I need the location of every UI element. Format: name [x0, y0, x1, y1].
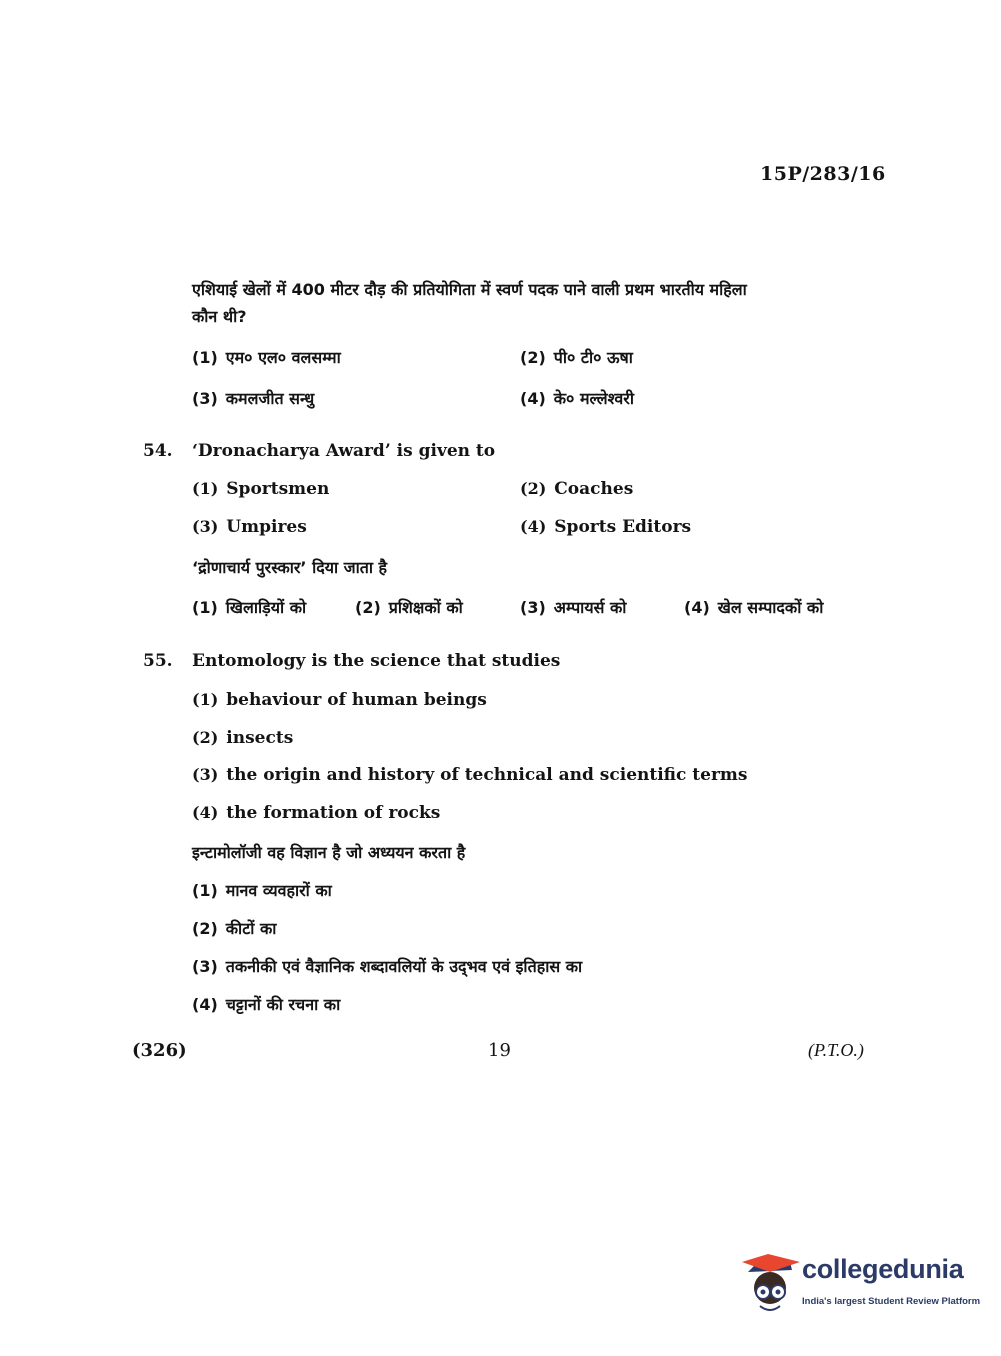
q54-option-1: (1) Sportsmen — [192, 479, 330, 499]
collegedunia-logo[interactable] — [740, 1248, 980, 1320]
q55-option-2: (2) insects — [192, 728, 294, 748]
q55-hindi-option-1: (1) मानव व्यवहारों का — [192, 881, 332, 900]
q53-hindi-line1: एशियाई खेलों में 400 मीटर दौड़ की प्रतियोगिता में स्वर्ण पदक पाने वाली प्रथम भारतीय महिला — [192, 280, 747, 299]
footer-pto: (P.T.O.) — [808, 1040, 864, 1060]
footer-left-code: (326) — [132, 1040, 187, 1061]
q53-option-3: (3) कमलजीत सन्धु — [192, 389, 315, 408]
q55-hindi-option-3: (3) तकनीकी एवं वैज्ञानिक शब्दावलियों के उद्‌भव एवं इतिहास का — [192, 957, 583, 976]
q54-question: ‘Dronacharya Award’ is given to — [192, 441, 496, 461]
q55-hindi-option-4: (4) चट्टानों की रचना का — [192, 995, 341, 1014]
q55-hindi-question: इन्टामोलॉजी वह विज्ञान है जो अध्ययन करता है — [192, 843, 466, 862]
q55-hindi-option-2: (2) कीटों का — [192, 919, 277, 938]
q55-option-1: (1) behaviour of human beings — [192, 690, 487, 710]
q55-question: Entomology is the science that studies — [192, 651, 561, 671]
q53-option-2: (2) पी० टी० ऊषा — [520, 348, 633, 367]
q53-hindi-line2: कौन थी? — [192, 307, 247, 326]
logo-wordmark: collegedunia — [802, 1254, 964, 1284]
q54-hindi-option-2: (2) प्रशिक्षकों को — [355, 598, 463, 617]
q53-option-4: (4) के० मल्लेश्वरी — [520, 389, 634, 408]
q54-option-3: (3) Umpires — [192, 517, 307, 537]
q53-option-1: (1) एम० एल० वलसम्मा — [192, 348, 341, 367]
q55-option-4: (4) the formation of rocks — [192, 803, 441, 823]
q54-number: 54. — [143, 441, 173, 461]
page-number: 19 — [488, 1040, 511, 1061]
q54-option-4: (4) Sports Editors — [520, 517, 692, 537]
paper-code: 15P/283/16 — [760, 163, 886, 185]
logo-tagline: India's largest Student Review Platform — [802, 1296, 981, 1307]
q54-hindi-option-4: (4) खेल सम्पादकों को — [684, 598, 824, 617]
q55-number: 55. — [143, 651, 173, 671]
q55-option-3: (3) the origin and history of technical and scientific terms — [192, 765, 748, 785]
q54-hindi-question: ‘द्रोणाचार्य पुरस्कार’ दिया जाता है — [192, 558, 388, 577]
q54-option-2: (2) Coaches — [520, 479, 634, 499]
mascot-icon — [740, 1248, 800, 1320]
q54-hindi-option-1: (1) खिलाड़ियों को — [192, 598, 307, 617]
q54-hindi-option-3: (3) अम्पायर्स को — [520, 598, 627, 617]
